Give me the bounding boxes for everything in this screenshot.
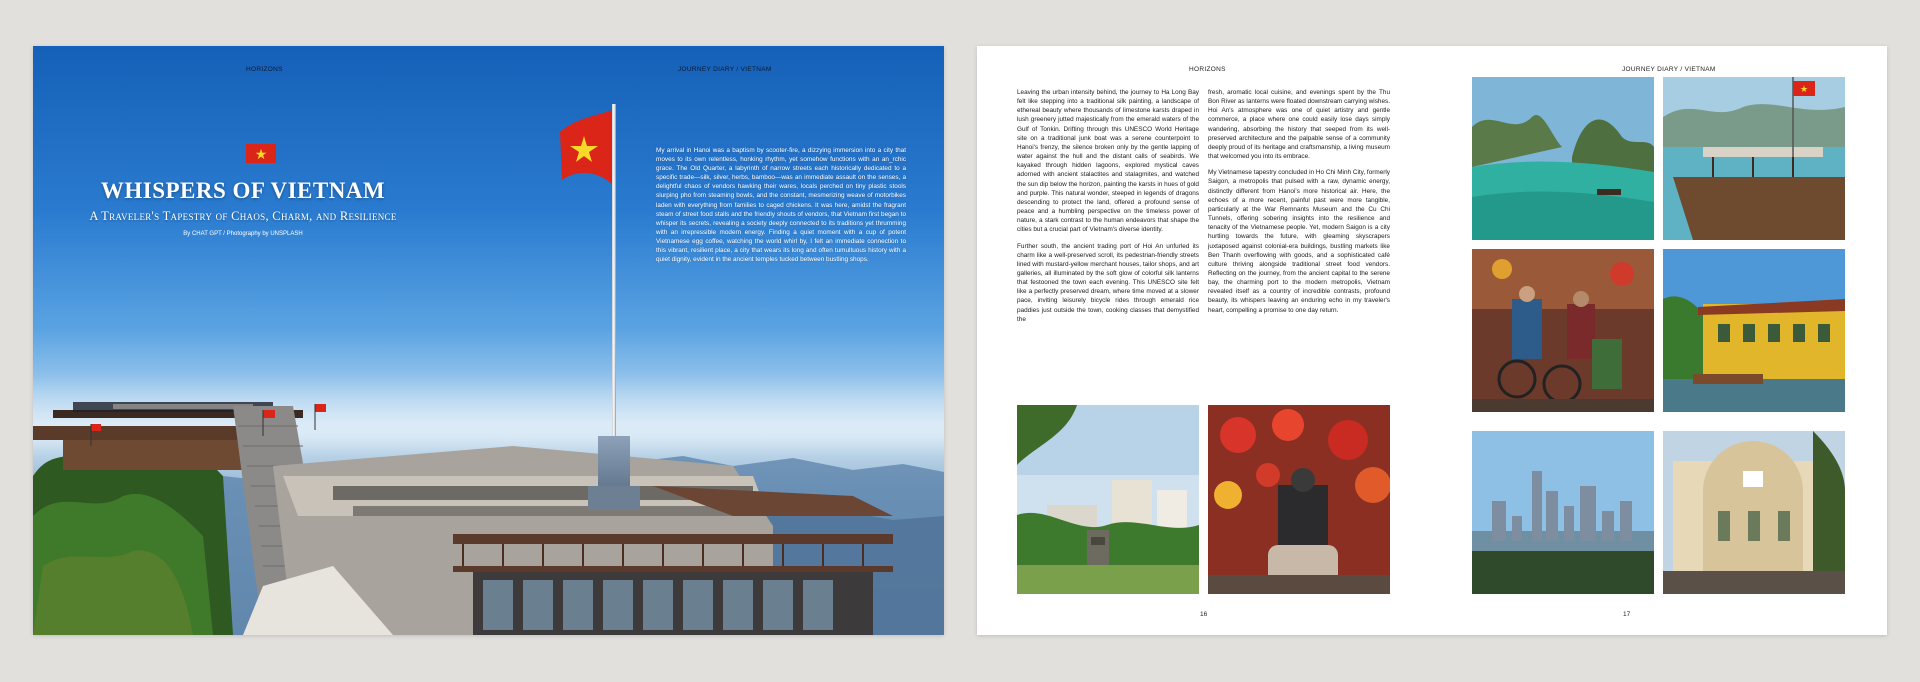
- photo-ha-long-bay: [1472, 77, 1654, 240]
- header-left: HORIZONS: [1189, 66, 1226, 73]
- photo-hoi-an-lanterns-street: [1208, 405, 1390, 594]
- vietnam-flag-icon: ★: [246, 144, 276, 163]
- photo-cyclists-street: [1472, 249, 1654, 412]
- left-spread-cover: [33, 46, 944, 635]
- svg-text:★: ★: [1799, 85, 1809, 95]
- photo-junk-boat-flag: [1663, 77, 1845, 240]
- page-number-right: 17: [1623, 611, 1631, 618]
- paragraph-hoi-an: Further south, the ancient trading port of Hoi An unfurled its charm like a well-preserved scroll, its pedestrian-friendly streets lined with mustard-yellow merchant houses, tailor shops, and art galleries, all illuminated by the soft glow of colorful silk lanterns that festooned the town each evening. This UNESCO site felt like a perfectly preserved dream, where time moved at a slower pace, inviting leisurely bicycle rides through emerald rice paddies just outside the town, cooking classes that demystified the: [1017, 242, 1199, 323]
- page-number-left: 16: [1200, 611, 1208, 618]
- photo-hoi-an-yellow-houses: [1663, 249, 1845, 412]
- article-title: WHISPERS OF VIETNAM: [100, 178, 386, 203]
- header-right: JOURNEY DIARY / VIETNAM: [1622, 66, 1716, 73]
- paragraph-ha-long-bay: Leaving the urban intensity behind, the journey to Ha Long Bay felt like stepping into a traditional silk painting, a landscape of ethereal beauty where thousands of limestone karsts draped in lush greenery jutted majestically from the emerald waters of the Gulf of Tonkin. Drifting through this UNESCO World Heritage site on a traditional junk boat was a serene counterpoint to Hanoi's frenzy, the silence broken only by the gentle lapping of water against the hull and the distant calls of seabirds. We kayaked through hidden lagoons, explored mystical caves adorned with ancient stalactites and stalagmites, and watched the sun dip below the horizon, painting the karsts in hues of gold and purple. This natural wonder, steeped in legends of dragons descending to protect the land, offered a profound sense of peace and a humbling perspective on the timeless power of nature, a stark contrast to the human endeavors that shape the cities but a crucial part of Vietnam's diverse identity.: [1017, 89, 1199, 234]
- flagpole-pedestal: [588, 486, 640, 510]
- intro-paragraph: My arrival in Hanoi was a baptism by scooter-fire, a dizzying immersion into a city that moves to its own relentless, honking rhythm, yet somehow functions with an an_rchic grace. The Old Quarter, a labyrinth of narrow streets each historically dedicated to a specific trade—silk, silver, herbs, bamboo—was an immediate assault on the senses, a delightful chaos of vendors hawking their wares, locals perched on tiny plastic stools slurping pho from steaming bowls, and the constant, mesmerizing weave of motorbikes laden with everything from families to caged chickens. It was here, amidst the fragrant steam of street food stalls and the friendly shouts of vendors, that Vietnam first began to whisper its secrets, revealing a society deeply connected to its traditions yet thrumming with an irrepressible modern energy. Finding a quiet moment with a cup of potent Vietnamese egg coffee, watching the world whirl by, I felt an immediate connection to this vibrant, resilient place, a city that wears its long and often tumultuous history with a quiet dignity, evident in the ancient temples tucked between bustling shops.: [656, 147, 906, 264]
- text-column-2: [1208, 88, 1390, 322]
- right-spread-pages: [977, 46, 1887, 635]
- summit-platform-scene: [33, 46, 944, 635]
- article-byline: By CHAT GPT / Photography by UNSPLASH: [183, 231, 303, 237]
- text-column-1: [1017, 88, 1199, 331]
- vietnam-flag-large-icon: [556, 110, 614, 200]
- header-right: JOURNEY DIARY / VIETNAM: [678, 66, 772, 73]
- photo-saigon-skyline: [1472, 431, 1654, 594]
- paragraph-saigon: My Vietnamese tapestry concluded in Ho Chi Minh City, formerly Saigon, a metropolis that pulsed with a raw, dynamic energy, distinctly different from Hanoi's more historical air. Here, the echoes of a more recent, painful past were more tangible, particularly at the War Remnants Museum and the Cu Chi Tunnels, offering sobering insights into the resilience and tenacity of the Vietnamese people. Yet, modern Saigon is a city hurtling towards the future, with gleaming skyscrapers juxtaposed against colonial-era buildings, bustling markets like Ben Thanh overflowing with goods, and a sophisticated café culture thriving alongside traditional street food vendors. Reflecting on the journey, from the ancient capital to the serene bay, the charming port to the modern metropolis, Vietnam revealed itself as a country of incredible contrasts, profound beauty, its whispers leaving an enduring echo in my traveler's heart, compelling a promise to one day return.: [1208, 169, 1390, 314]
- photo-hanoi-lake-tower: [1017, 405, 1199, 594]
- article-subtitle: A Traveler's Tapestry of Chaos, Charm, and Resilience: [89, 209, 397, 223]
- paragraph-hoi-an-cont: fresh, aromatic local cuisine, and evenings spent by the Thu Bon River as lanterns were floated downstream carrying wishes. Hoi An's atmosphere was one of quiet artistry and gentle commerce, a place where one could easily lose days simply wandering, absorbing the history that seeped from its well-preserved architecture and the palpable sense of a community deeply proud of its heritage and craftsmanship, a living museum that welcomed you into its embrace.: [1208, 89, 1390, 161]
- photo-saigon-post-office: [1663, 431, 1845, 594]
- header-left: HORIZONS: [246, 66, 283, 73]
